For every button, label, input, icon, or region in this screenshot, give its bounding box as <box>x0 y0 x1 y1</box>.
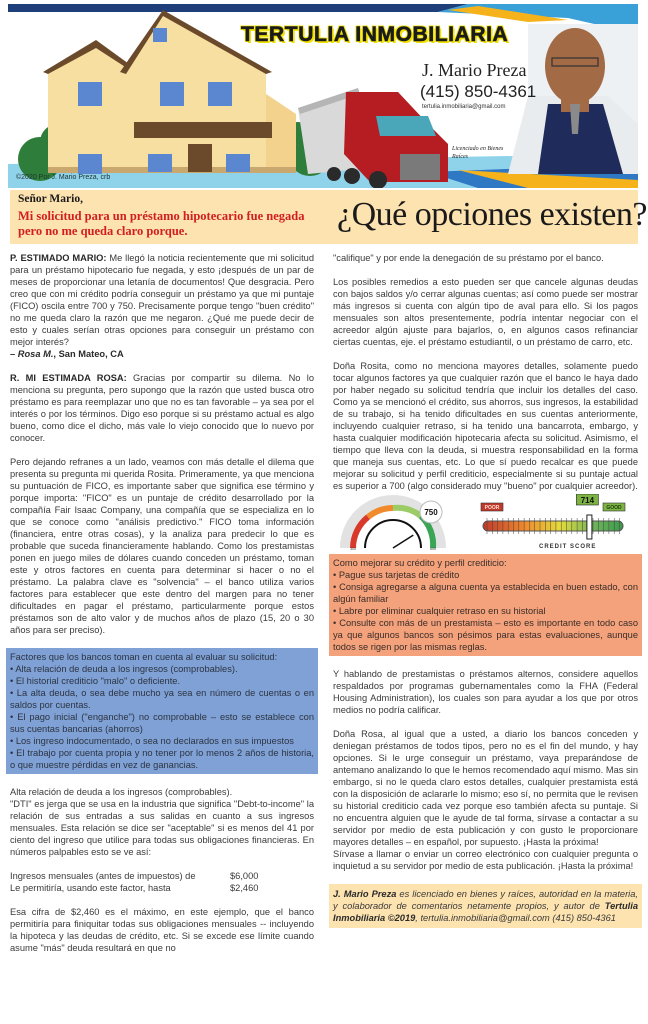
remedies-paragraph: Los posibles remedios a esto pueden ser que cancele algunas deudas con bajos saldos y/o cerrar algunas cuentas; así como puede ser mostrar más ingresos si cuenta con algún tipo de aval para ello. Si los pagos mensuales son altos presentemente, podría intentar negociar con el acreedor algún ajuste para bajarlos, o, en algunos casos refinanciar ciertas cuentas, eje. el préstamo estudiantil, o un préstamo de carro, etc. <box>333 277 638 347</box>
gauge-inner-arc <box>365 520 421 548</box>
reader-question <box>10 252 314 348</box>
author-phone: (415) 850-4361 <box>420 82 537 101</box>
top-stripe <box>8 4 468 12</box>
contact-paragraph: Sírvase a llamar o enviar un correo electrónico con cualquier pregunta o inquietud a su servidor por medio de esta publicación. ¡Hasta la próxima! <box>333 849 638 871</box>
author-bio-box <box>329 884 642 928</box>
income-row <box>10 870 314 882</box>
closing-paragraph: Doña Rosa, al igual que a usted, a diario los bancos conceden y deniegan préstamos de todos tipos, pero no es el fin del mundo, y hay opciones. Si le urge conseguir un préstamo, vaya preparándose de antemano analizando lo que le hemos recomendado aquí mismo. Mas sin embargo, si no le queda claro estos detalles, cualquier prestamista está con la disposición de aclararle lo mismo; eso sí, no permita que le revisen su historial crediticio cada vez porque eso también afecta su puntaje. Si no encuentra alguien que le ayude de tal forma, sírvase a contactar a su servidor por medio de esta publicación y con gusto le proporcionare mayores detalles – en español, por supuesto. ¡Hasta la próxima! <box>333 729 638 847</box>
masthead-banner <box>8 4 638 188</box>
signature-name: Rosa M. <box>17 349 54 359</box>
maximum-paragraph: Esa cifra de $2,460 es el máximo, en este ejemplo, que el banco permitiría para finiquitar todas sus obligaciones mensuales -- incluyendo la hipoteca y las deudas de crédito, etc. Si se excede ese límite cuando asume "más" deuda resultará en que no <box>10 907 314 953</box>
question-body: Me llegó la noticia recientemente que mi solicitud para un préstamo hipotecario fue negada, y esto ¡después de un par de meses de proporcionar una letanía de documentos! Que desgracia. Pero creo que con mi crédito podría conseguir un préstamo ya que mi puntaje (FICO) oscila entre 700 y 750. Precisamente porque tengo "buen crédito" no me queda claro la razón que me negaron. ¿Qué me puede decir de esto y cuales serían otras opciones para conseguir un préstamo con mejor interés? <box>10 253 315 347</box>
improve-credit-box <box>329 554 642 656</box>
dti-body: "DTI" es jerga que se usa en la industria que significa "Debt-to-income" la relación de sus entradas a sus salidas en cuanto a sus ingresos mensuales. Esta relación se dice ser "aceptable" si es menos del 41 por ciento del ingreso que utilice para todas sus obligaciones financieras. En números palpables esto se ve así: <box>10 799 314 857</box>
signature-dash: – <box>10 349 18 359</box>
credit-bar-track <box>483 521 623 531</box>
factor-item: • Los ingreso indocumentado, o sea no declarados en sus impuestos <box>10 736 294 746</box>
copyright-note: ©2020 Por J. Mario Preza, crb <box>16 174 111 181</box>
bar-value: 714 <box>580 496 595 505</box>
bio-text: es licenciado en bienes y raíces, autoridad en la materia, y colaborador de comentarios netamente propios, y autor de <box>333 889 638 911</box>
factor-item: • El historial crediticio "malo" o deficiente. <box>10 676 181 686</box>
fico-paragraph: Pero dejando refranes a un lado, veamos con más detalle el dilema que presenta su pregunta mi querida Rosita. Primeramente, ya que menciona su puntuación de FICO, es importante saber que significa ese término y porque importa: "FICO" es un puntaje de crédito desarrollado por la compañía Fair Isaac Company, una compañía que se especializa en lo que se conoce como "análisis predictivo." FICO toma información (financiera, entre otras cosas), y la analiza para predecir lo que es probable que suceda financieramente hablando. Como los prestamistas ponen en juego miles de dólares cuando conceden un préstamo, toman este y otros factores en cuenta para determinar si hacer o no el préstamo. La palabra clave es "solvencia" – el banco utiliza varios factores para establecer que este dentro del margen para no tener dificultades en pagar el préstamo, particularmente porque estos préstamos son de alto valor y de muchos años de plazo (15, 20 o 30 años para ser preciso). <box>10 457 314 635</box>
bio-publication: Tertulia Inmobiliaria ©2019 <box>333 901 638 923</box>
improve-item: • Consulte con más de un prestamista – esto es importante en todo caso ya que algunos bancos son pésimos para estas evaluaciones, aunque todos se rigen por las mismas reglas. <box>333 618 638 652</box>
poor-label: POOR <box>484 505 500 511</box>
factor-item: • El trabajo por cuenta propia y no tener por lo menos 2 años de historia, o que muestre pérdidas en vez de ganancias. <box>10 748 314 770</box>
income-row <box>10 882 314 894</box>
gauge-max-label: 850 <box>430 547 436 550</box>
signature-place: , San Mateo, CA <box>53 349 124 359</box>
credit-score-caption: CREDIT SCORE <box>539 544 597 550</box>
dti-section <box>10 786 314 858</box>
continuation-paragraph: "califique" y por ende la denegación de su préstamo por el banco. <box>333 253 604 263</box>
author-email: tertulia.inmobiliaria@gmail.com <box>422 104 506 110</box>
salutation: Señor Mario, <box>18 193 83 205</box>
income-amount: $6,000 <box>230 871 259 881</box>
credit-bar <box>481 494 625 539</box>
gauge-value: 750 <box>424 508 438 517</box>
answer-intro <box>10 372 314 444</box>
income-table <box>10 870 314 894</box>
reader-signature <box>10 348 314 360</box>
answer-body: Gracias por compartir su dilema. No lo menciona su pregunta, pero supongo que la razón que usted busca otro préstamo es para reemplazar uno que no es tan favorable – ya sea por el interés o por los términos. Digo eso porque si su préstamo actual es algo bueno, como dice el dicho, más vale lo viejo conocido que lo nuevo por conocer. <box>10 373 314 443</box>
improve-item: • Pague sus tarjetas de crédito <box>333 570 460 580</box>
income-amount: $2,460 <box>230 883 259 893</box>
factors-title: Factores que los bancos toman en cuenta al evaluar su solicitud: <box>10 652 278 662</box>
factor-item: • El pago inicial ("enganche") no comprobable – esto se establece con sus cuentas bancarias (ahorros) <box>10 712 314 734</box>
income-label: Le permitiría, usando este factor, hasta <box>10 883 171 893</box>
gauge-needle <box>393 535 413 548</box>
right-column <box>333 252 638 928</box>
brand-title: TERTULIA INMOBILIARIA <box>241 23 509 46</box>
dti-heading: Alta relación de deuda a los ingresos (comprobables). <box>10 787 233 797</box>
headline-strip <box>10 190 647 244</box>
gauge-min-label: 300 <box>350 547 356 550</box>
left-column <box>10 252 314 966</box>
fha-paragraph: Y hablando de prestamistas o préstamos alternos, considere aquellos respaldados por programas gubernamentales como la FHA (Federal Housing Administration), los cuales son para ayudar a los que por otros medios no podría calificar. <box>333 669 638 715</box>
improve-item: • Labre por eliminar cualquier retraso en su historial <box>333 606 546 616</box>
headline-question: ¿Qué opciones existen? <box>337 196 647 233</box>
license-note: Licenciado en Bienes Raíces <box>452 146 504 160</box>
rosita-paragraph: Doña Rosita, como no menciona mayores detalles, solamente puedo tocar algunos factores ya que cualquier razón que el banco le haya dado por haber negado su solicitud tendría que incluir los detalles del caso. Como ya se mencionó el crédito, sus ahorros, sus ingresos, la estabilidad de su trabajo, si ha tenido dificultades en sus cuentas anteriormente, incluyendo cualquier retraso, si ha tenido una bancarrota, embargo, y hasta cualquier modificación hipotecaria afecta su solicitud. Asimismo, el tiempo que lleva con la deuda, si muestra responsabilidad en la forma que maneja sus cuentas, etc. Lo que sí puedo recalcar es que puede mejorar su solicitud y perfil crediticio, especialmente si su puntaje actual es superior a 700 (algo considerado muy "bueno" por cualquier acreedor). <box>333 361 638 491</box>
question-lead: P. ESTIMADO MARIO: <box>10 253 107 263</box>
income-label: Ingresos mensuales (antes de impuestos) de <box>10 871 196 881</box>
improve-item: • Consiga agregarse a alguna cuenta ya establecida en buen estado, con algún familiar <box>333 582 638 604</box>
author-name: J. Mario Preza <box>422 60 527 80</box>
bio-name: J. Mario Preza <box>333 889 397 899</box>
credit-gauge <box>347 501 442 550</box>
letter-subject: Mi solicitud para un préstamo hipotecario fue negada pero no me queda claro porque. <box>18 209 305 238</box>
credit-bar-marker <box>587 515 592 539</box>
bio-contact: , tertulia.inmobiliaria@gmail.com (415) 850-4361 <box>415 913 616 923</box>
credit-score-graphic <box>333 494 638 548</box>
factor-item: • La alta deuda, o sea debe mucho ya sea en número de cuentas o en saldos por cuentas. <box>10 688 314 710</box>
factor-item: • Alta relación de deuda a los ingresos (comprobables). <box>10 664 238 674</box>
factors-box <box>6 648 318 774</box>
improve-title: Como mejorar su crédito y perfil crediticio: <box>333 558 507 568</box>
answer-lead: R. MI ESTIMADA ROSA: <box>10 373 127 383</box>
good-label: GOOD <box>606 505 622 511</box>
